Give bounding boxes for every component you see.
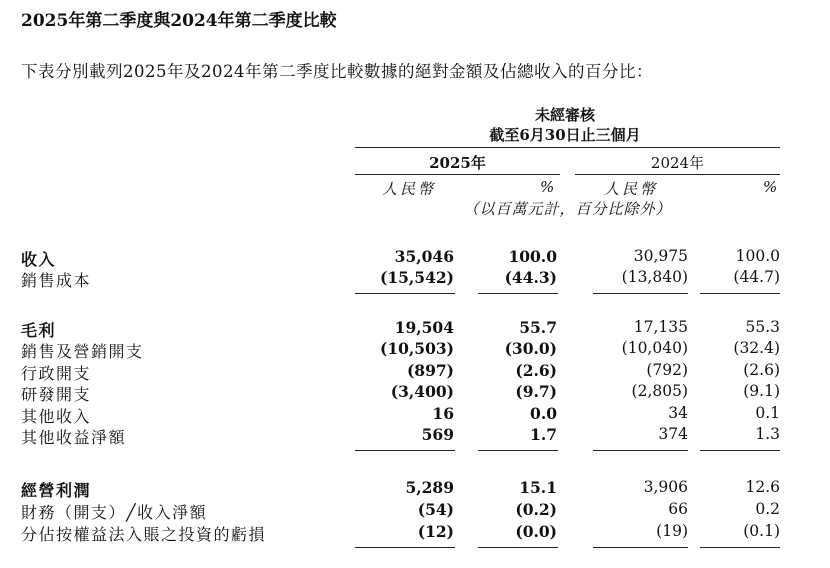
row-label-equity-losses: 分佔按權益法入賬之投資的虧損 <box>21 525 267 544</box>
cell-selling-expenses-pct-2025: (30.0) <box>504 339 557 358</box>
currency-2025-header: 人民幣 <box>382 180 437 198</box>
row-label-rd-expenses: 研發開支 <box>21 385 92 404</box>
subtotal-rule <box>355 293 455 294</box>
row-label-revenue: 收入 <box>21 250 57 269</box>
percent-2025-header: % <box>540 178 555 196</box>
cell-other-gains-pct-2024: 1.3 <box>755 425 780 443</box>
cell-finance-net-amount-2025: (54) <box>417 500 454 519</box>
cell-selling-expenses-amount-2024: (10,040) <box>621 339 688 357</box>
row-label-selling-expenses: 銷售及營銷開支 <box>21 342 144 361</box>
subtotal-rule <box>593 450 688 451</box>
row-label-finance-net: 財務（開支）╱收入淨額 <box>21 503 208 522</box>
cell-equity-losses-pct-2025: (0.0) <box>515 522 557 541</box>
cell-equity-losses-amount-2025: (12) <box>417 522 454 541</box>
subtotal-rule <box>478 293 558 294</box>
unaudited-header: 未經審核 <box>534 106 595 124</box>
row-label-admin-expenses: 行政開支 <box>21 364 92 383</box>
cell-gross-profit-amount-2024: 17,135 <box>633 318 688 336</box>
cell-other-gains-amount-2024: 374 <box>658 425 688 443</box>
cell-operating-profit-pct-2025: 15.1 <box>519 478 557 497</box>
cell-admin-expenses-amount-2024: (792) <box>646 361 688 379</box>
cell-admin-expenses-pct-2024: (2.6) <box>743 361 780 379</box>
subtotal-rule <box>355 450 455 451</box>
cell-equity-losses-pct-2024: (0.1) <box>743 522 780 540</box>
cell-operating-profit-pct-2024: 12.6 <box>745 478 780 496</box>
cell-revenue-pct-2024: 100.0 <box>735 247 780 265</box>
currency-2024-header: 人民幣 <box>604 180 659 198</box>
cell-admin-expenses-amount-2025: (897) <box>406 361 454 380</box>
cell-cost-of-sales-pct-2024: (44.7) <box>733 268 780 286</box>
percent-2024-header: % <box>763 178 778 196</box>
cell-operating-profit-amount-2024: 3,906 <box>643 478 688 496</box>
subtotal-rule <box>700 450 780 451</box>
subtotal-rule <box>355 547 455 548</box>
subtotal-rule <box>700 293 780 294</box>
page-title: 2025年第二季度與2024年第二季度比較 <box>21 11 337 31</box>
unit-note: （以百萬元計，百分比除外） <box>463 200 672 218</box>
year-2024-header: 2024年 <box>650 154 705 172</box>
cell-cost-of-sales-pct-2025: (44.3) <box>504 268 557 287</box>
cell-gross-profit-amount-2025: 19,504 <box>394 318 454 337</box>
cell-cost-of-sales-amount-2024: (13,840) <box>621 268 688 286</box>
cell-other-income-pct-2025: 0.0 <box>530 404 557 423</box>
row-label-operating-profit: 經營利潤 <box>21 481 92 500</box>
header-rule <box>355 147 780 148</box>
cell-other-income-amount-2025: 16 <box>432 404 454 423</box>
period-header: 截至6月30日止三個月 <box>489 126 641 144</box>
cell-revenue-amount-2024: 30,975 <box>633 247 688 265</box>
cell-other-income-pct-2024: 0.1 <box>755 404 780 422</box>
cell-revenue-pct-2025: 100.0 <box>508 247 557 266</box>
subtotal-rule <box>593 547 688 548</box>
cell-rd-expenses-pct-2025: (9.7) <box>515 382 557 401</box>
cell-revenue-amount-2025: 35,046 <box>394 247 454 266</box>
cell-equity-losses-amount-2024: (19) <box>656 522 688 540</box>
subtotal-rule <box>478 450 558 451</box>
cell-selling-expenses-amount-2025: (10,503) <box>380 339 454 358</box>
cell-gross-profit-pct-2024: 55.3 <box>745 318 780 336</box>
row-label-other-gains: 其他收益淨額 <box>21 428 127 447</box>
year-2025-rule <box>355 174 560 175</box>
cell-finance-net-amount-2024: 66 <box>668 500 688 518</box>
row-label-cost-of-sales: 銷售成本 <box>21 271 92 290</box>
cell-admin-expenses-pct-2025: (2.6) <box>515 361 557 380</box>
year-2025-header: 2025年 <box>429 154 486 172</box>
cell-other-gains-amount-2025: 569 <box>421 425 454 444</box>
cell-finance-net-pct-2024: 0.2 <box>755 500 780 518</box>
subtotal-rule <box>478 547 558 548</box>
cell-selling-expenses-pct-2024: (32.4) <box>733 339 780 357</box>
cell-gross-profit-pct-2025: 55.7 <box>519 318 557 337</box>
row-label-gross-profit: 毛利 <box>21 321 57 340</box>
subtotal-rule <box>593 293 688 294</box>
cell-cost-of-sales-amount-2025: (15,542) <box>380 268 454 287</box>
cell-finance-net-pct-2025: (0.2) <box>515 500 557 519</box>
cell-other-gains-pct-2025: 1.7 <box>530 425 557 444</box>
cell-rd-expenses-pct-2024: (9.1) <box>743 382 780 400</box>
year-2024-rule <box>575 174 780 175</box>
cell-other-income-amount-2024: 34 <box>668 404 688 422</box>
cell-rd-expenses-amount-2024: (2,805) <box>631 382 688 400</box>
row-label-other-income: 其他收入 <box>21 407 92 426</box>
subtotal-rule <box>700 547 780 548</box>
cell-operating-profit-amount-2025: 5,289 <box>405 478 454 497</box>
intro-paragraph: 下表分別載列2025年及2024年第二季度比較數據的絕對金額及佔總收入的百分比： <box>21 62 653 81</box>
cell-rd-expenses-amount-2025: (3,400) <box>390 382 454 401</box>
